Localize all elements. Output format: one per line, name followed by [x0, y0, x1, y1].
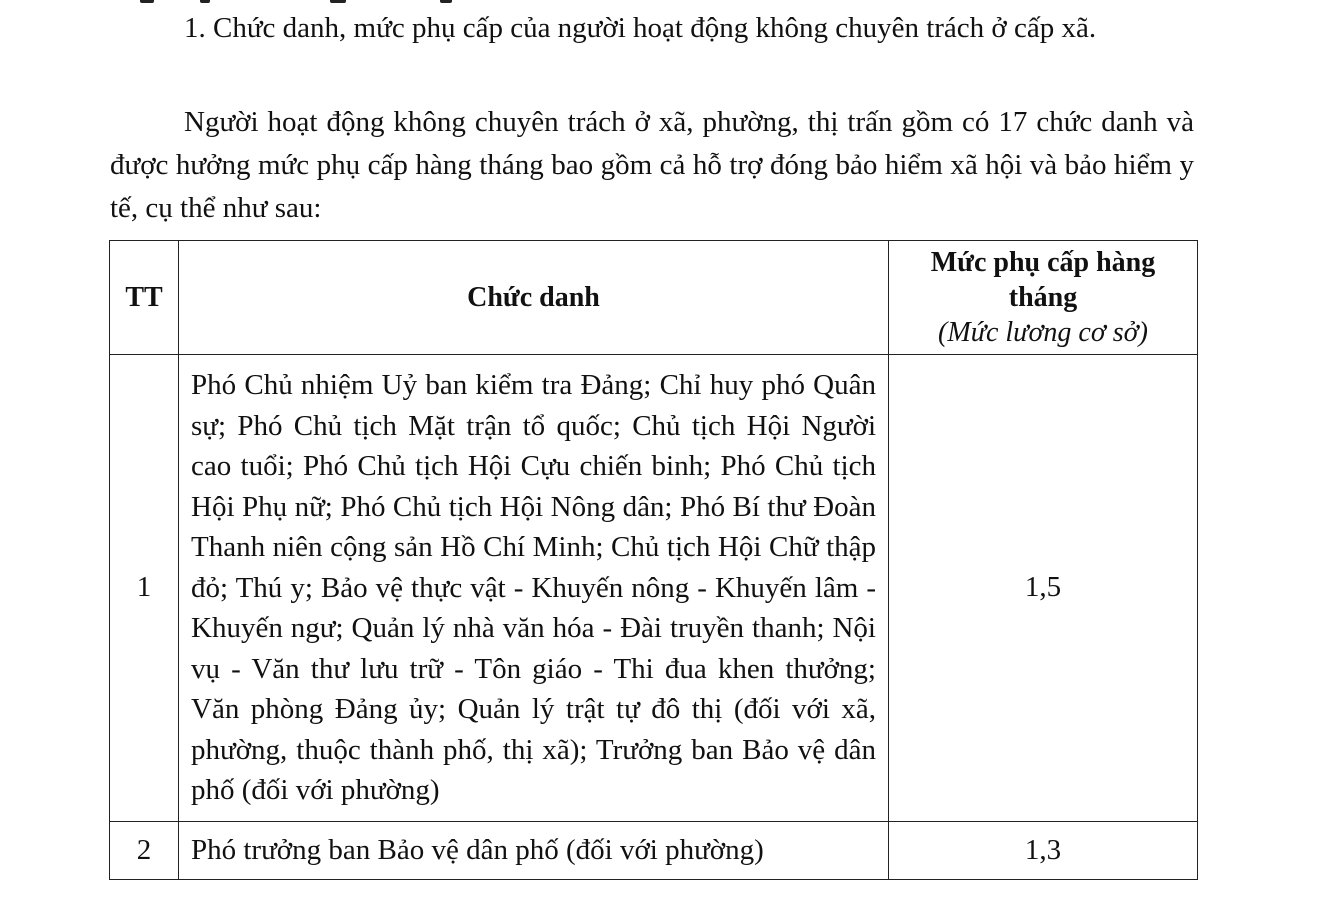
table-row [110, 355, 1198, 822]
section-heading: 1. Chức danh, mức phụ cấp của người hoạt động không chuyên trách ở cấp xã. [184, 12, 1097, 44]
table-header-row [110, 241, 1198, 355]
row-rate: 1,3 [889, 821, 1198, 879]
table-row [110, 821, 1198, 879]
row-title: Phó Chủ nhiệm Uỷ ban kiểm tra Đảng; Chỉ huy phó Quân sự; Phó Chủ tịch Mặt trận tổ quốc; Chủ tịch Hội Người cao tuổi; Phó Chủ tịch Hội Cựu chiến binh; Phó Chủ tịch Hội Phụ nữ; Phó Chủ tịch Hội Nông dân; Phó Bí thư Đoàn Thanh niên cộng sản Hồ Chí Minh; Chủ tịch Hội Chữ thập đỏ; Thú y; Bảo vệ thực vật - Khuyến nông - Khuyến lâm - Khuyến ngư; Quản lý nhà văn hóa - Đài truyền thanh; Nội vụ - Văn thư lưu trữ - Tôn giáo - Thi đua khen thưởng; Văn phòng Đảng ủy; Quản lý trật tự đô thị (đối với xã, phường, thuộc thành phố, thị xã); Trưởng ban Bảo vệ dân phố (đối với phường) [179, 355, 889, 822]
header-rate-note: (Mức lương cơ sở) [938, 317, 1148, 348]
header-title: Chức danh [179, 241, 889, 355]
row-tt: 2 [110, 821, 179, 879]
row-title: Phó trưởng ban Bảo vệ dân phố (đối với phường) [179, 821, 889, 879]
intro-paragraph: Người hoạt động không chuyên trách ở xã, phường, thị trấn gồm có 17 chức danh và được hưởng mức phụ cấp hàng tháng bao gồm cả hỗ trợ đóng bảo hiểm xã hội và bảo hiểm y tế, cụ thể như sau: [110, 106, 1194, 224]
row-tt: 1 [110, 355, 179, 822]
header-rate-label: Mức phụ cấp hàng tháng [930, 247, 1156, 313]
allowance-table [109, 240, 1198, 880]
row-rate: 1,5 [889, 355, 1198, 822]
header-tt: TT [110, 241, 179, 355]
cropped-text-remnant [140, 0, 470, 4]
header-rate [889, 241, 1198, 355]
